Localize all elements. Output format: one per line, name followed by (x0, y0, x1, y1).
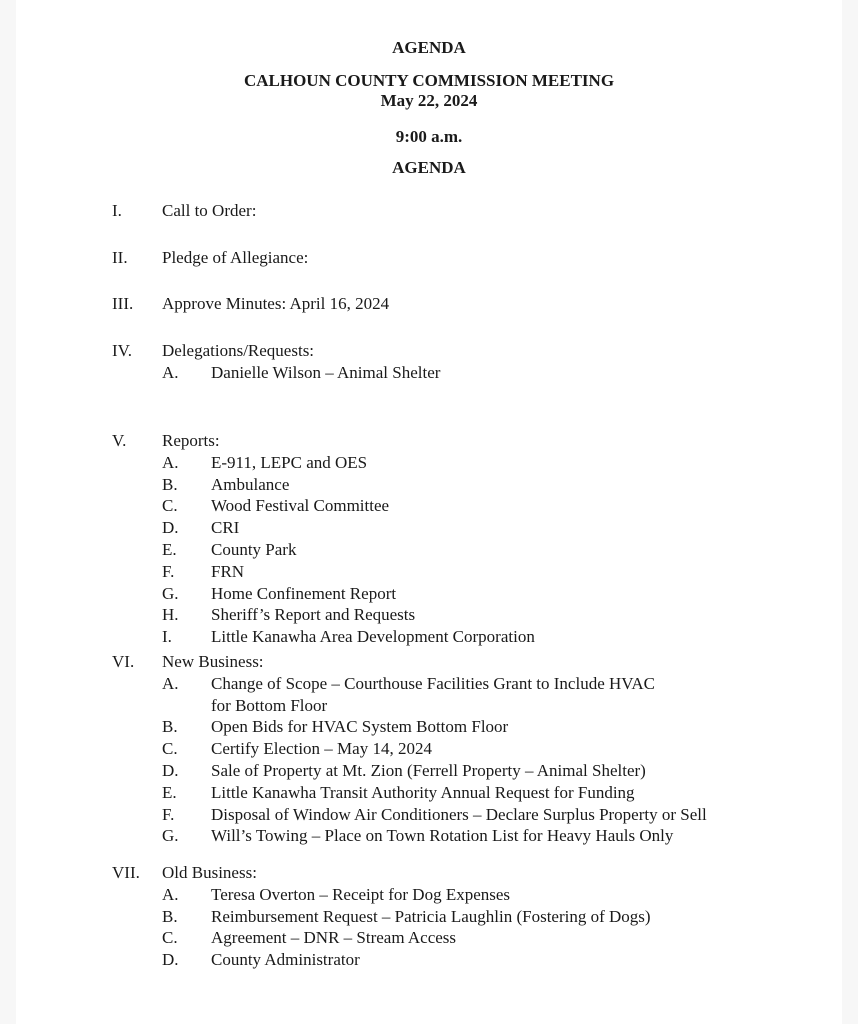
section-number: I. (112, 201, 122, 220)
item-text: Little Kanawha Area Development Corporation (211, 627, 535, 647)
item-letter: B. (162, 474, 178, 494)
item-letter: F. (162, 561, 175, 581)
meeting-date: May 22, 2024 (380, 91, 478, 110)
item-text: Will’s Towing – Place on Town Rotation List for Heavy Hauls Only (211, 826, 674, 846)
section-number: II. (112, 248, 128, 267)
item-text: County Administrator (211, 950, 360, 970)
section-number: III. (112, 294, 134, 313)
item-letter: E. (162, 540, 177, 559)
item-text: Agreement – DNR – Stream Access (211, 928, 457, 948)
item-text: Teresa Overton – Receipt for Dog Expenses (211, 884, 511, 904)
item-letter: A. (162, 452, 179, 472)
item-text: Reimbursement Request – Patricia Laughlin (Fostering of Dogs) (211, 906, 651, 926)
item-letter: C. (162, 739, 178, 759)
item-letter: A. (162, 884, 179, 904)
item-letter: D. (162, 950, 179, 970)
item-text: Ambulance (211, 474, 290, 494)
item-letter: H. (162, 605, 179, 625)
item-text: FRN (211, 561, 245, 581)
item-text: Disposal of Window Air Conditioners – Declare Surplus Property or Sell (211, 804, 707, 824)
section-number: IV. (112, 341, 132, 360)
item-text: County Park (211, 540, 297, 559)
item-text-continuation: for Bottom Floor (211, 695, 328, 715)
agenda-title-bottom: AGENDA (392, 158, 466, 177)
item-text: Sheriff’s Report and Requests (211, 605, 416, 625)
item-letter: E. (162, 782, 177, 802)
item-letter: C. (162, 496, 178, 516)
item-letter: F. (162, 804, 175, 824)
item-text: Little Kanawha Transit Authority Annual Request for Funding (211, 782, 635, 802)
section-title: Pledge of Allegiance: (162, 248, 309, 267)
agenda-title-top: AGENDA (392, 38, 466, 57)
section-number: VI. (112, 652, 135, 671)
item-text: E-911, LEPC and OES (211, 452, 368, 472)
item-letter: A. (162, 362, 179, 382)
item-letter: C. (162, 928, 178, 948)
item-text: Change of Scope – Courthouse Facilities Grant to Include HVAC (211, 673, 655, 693)
item-text: Certify Election – May 14, 2024 (211, 739, 432, 759)
section-title: Call to Order: (162, 201, 257, 220)
item-letter: D. (162, 761, 179, 780)
item-letter: G. (162, 826, 179, 846)
section-number: VII. (112, 863, 140, 882)
item-letter: D. (162, 518, 179, 538)
section-title: Reports: (162, 431, 220, 450)
item-letter: G. (162, 583, 179, 603)
item-text: Danielle Wilson – Animal Shelter (211, 362, 441, 382)
meeting-time: 9:00 a.m. (395, 127, 463, 146)
item-text: Sale of Property at Mt. Zion (Ferrell Property – Animal Shelter) (211, 761, 646, 780)
item-letter: I. (162, 627, 172, 647)
meeting-organization: CALHOUN COUNTY COMMISSION MEETING (243, 71, 615, 90)
item-text: CRI (211, 518, 240, 538)
item-letter: B. (162, 717, 178, 737)
section-title: New Business: (162, 652, 264, 671)
section-title: Old Business: (162, 863, 257, 882)
item-letter: A. (162, 673, 179, 693)
item-text: Home Confinement Report (211, 583, 397, 603)
document-page (16, 0, 842, 1024)
section-title: Delegations/Requests: (162, 341, 315, 360)
item-text: Open Bids for HVAC System Bottom Floor (211, 717, 509, 737)
item-letter: B. (162, 906, 178, 926)
item-text: Wood Festival Committee (211, 496, 390, 516)
section-number: V. (112, 431, 127, 450)
section-title: Approve Minutes: April 16, 2024 (162, 294, 390, 313)
